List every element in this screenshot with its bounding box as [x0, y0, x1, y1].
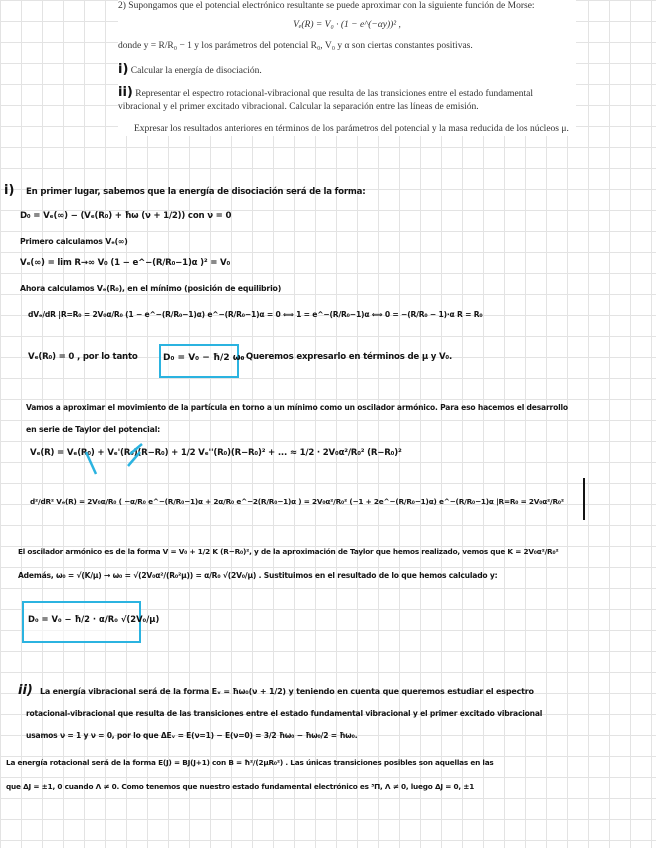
- item-i-marker: i): [118, 62, 129, 77]
- item-i-text: Calcular la energía de disociación.: [130, 66, 262, 76]
- item-ii-text: Representar el espectro rotacional-vibracional que resulta de las transiciones entre el estado fundamental vibracional y el primer excitado vibracional. Calcular la separación entre las líneas de emisión.: [118, 89, 534, 112]
- hw-line-18: que ΔJ = ±1, 0 cuando Λ ≠ 0. Como tenemos que nuestro estado fundamental electrónico es ³Π, Λ ≠ 0, luego ΔJ = 0, ±1: [6, 782, 475, 791]
- eval-bar: [583, 478, 585, 520]
- hw-line-1: En primer lugar, sabemos que la energía de disociación será de la forma:: [26, 187, 366, 197]
- hw-line-9: en serie de Taylor del potencial:: [26, 425, 161, 434]
- hw-line-5: Ahora calculamos Vₑ(R₀), en el mínimo (posición de equilibrio): [20, 284, 282, 293]
- part-i-marker: i): [4, 183, 15, 198]
- express-note: Expresar los resultados anteriores en términos de los parámetros del potencial y la masa reducida de los núcleos μ.: [134, 124, 569, 134]
- item-ii-marker: ii): [118, 85, 133, 100]
- hw-line-17: La energía rotacional será de la forma E(J) = BJ(J+1) con B = ħ²/(2μR₀²) . Las únicas transiciones posibles son aquellas en las: [6, 758, 494, 767]
- part-ii-marker: ii): [18, 683, 33, 698]
- hw-line-10: Vₑ(R) = Vₑ(R₀) + Vₑ'(R₀)(R−R₀) + 1/2 Vₑ''(R₀)(R−R₀)² + ... ≈ 1/2 · 2V₀α²/R₀² (R−R₀)²: [30, 448, 402, 458]
- problem-intro: 2) Supongamos que el potencial electrónico resultante se puede aproximar con la siguiente función de Morse:: [118, 1, 535, 11]
- morse-formula: Vₑ(R) = V₀ · (1 − e^(−αy))² ,: [293, 20, 401, 30]
- hw-line-12: El oscilador armónico es de la forma V = V₀ + 1/2 K (R−R₀)², y de la aproximación de Taylor que hemos realizado, vemos que K = 2V₀α²/R₀²: [18, 547, 559, 556]
- hw-line-11: d²/dR² Vₑ(R) = 2V₀α/R₀ ( −α/R₀ e^−(R/R₀−1)α + 2α/R₀ e^−2(R/R₀−1)α ) = 2V₀α²/R₀² (−1 + 2e^−(R/R₀−1)α) e^−(R/R₀−1)α |R=R₀ = 2V₀α²/R₀²: [30, 497, 564, 506]
- hw-line-15: rotacional-vibracional que resulta de las transiciones entre el estado fundamental vibracional y el primer excitado vibracional: [26, 709, 543, 718]
- hw-line-7a: Vₑ(R₀) = 0 , por lo tanto: [28, 352, 138, 362]
- problem-statement: [118, 0, 576, 136]
- hw-line-6: dVₑ/dR |R=R₀ = 2V₀α/R₀ (1 − e^−(R/R₀−1)α) e^−(R/R₀−1)α = 0 ⟺ 1 = e^−(R/R₀−1)α ⟺ 0 = −(R/R₀ − 1)·α R = R₀: [28, 310, 483, 319]
- hw-line-14: La energía vibracional será de la forma Eᵥ = ħω₀(ν + 1/2) y teniendo en cuenta que queremos estudiar el espectro: [40, 687, 534, 696]
- hw-line-16: usamos ν = 1 y ν = 0, por lo que ΔEᵥ = E(ν=1) − E(ν=0) = 3/2 ħω₀ − ħω₀/2 = ħω₀.: [26, 731, 358, 740]
- hw-line-2: D₀ = Vₑ(∞) − (Vₑ(R₀) + ħω (ν + 1/2)) con ν = 0: [20, 211, 232, 221]
- hw-line-8: Vamos a aproximar el movimiento de la partícula en torno a un mínimo como un oscilador armónico. Para eso hacemos el desarrollo: [26, 403, 568, 412]
- hw-line-4: Vₑ(∞) = lim R→∞ V₀ (1 − e^−(R/R₀−1)α )² = V₀: [20, 258, 231, 268]
- hw-line-13: Además, ω₀ = √(K/μ) → ω₀ = √(2V₀α²/(R₀²μ)) = α/R₀ √(2V₀/μ) . Sustituimos en el resultado de lo que hemos calculado y:: [18, 571, 498, 580]
- result-box-1-text: D₀ = V₀ − ħ/2 ω₀: [163, 353, 245, 363]
- cancel-strokes: [80, 440, 160, 480]
- params-line: donde y = R/R₀ − 1 y los parámetros del potencial R₀, V₀ y α son ciertas constantes positivas.: [118, 41, 473, 51]
- hw-line-7b: . Queremos expresarlo en términos de μ y V₀.: [240, 352, 453, 362]
- item-i: [118, 63, 576, 78]
- result-box-2-text: D₀ = V₀ − ħ/2 · α/R₀ √(2V₀/μ): [28, 614, 160, 624]
- hw-line-3: Primero calculamos Vₑ(∞): [20, 237, 128, 246]
- item-ii: [118, 86, 576, 114]
